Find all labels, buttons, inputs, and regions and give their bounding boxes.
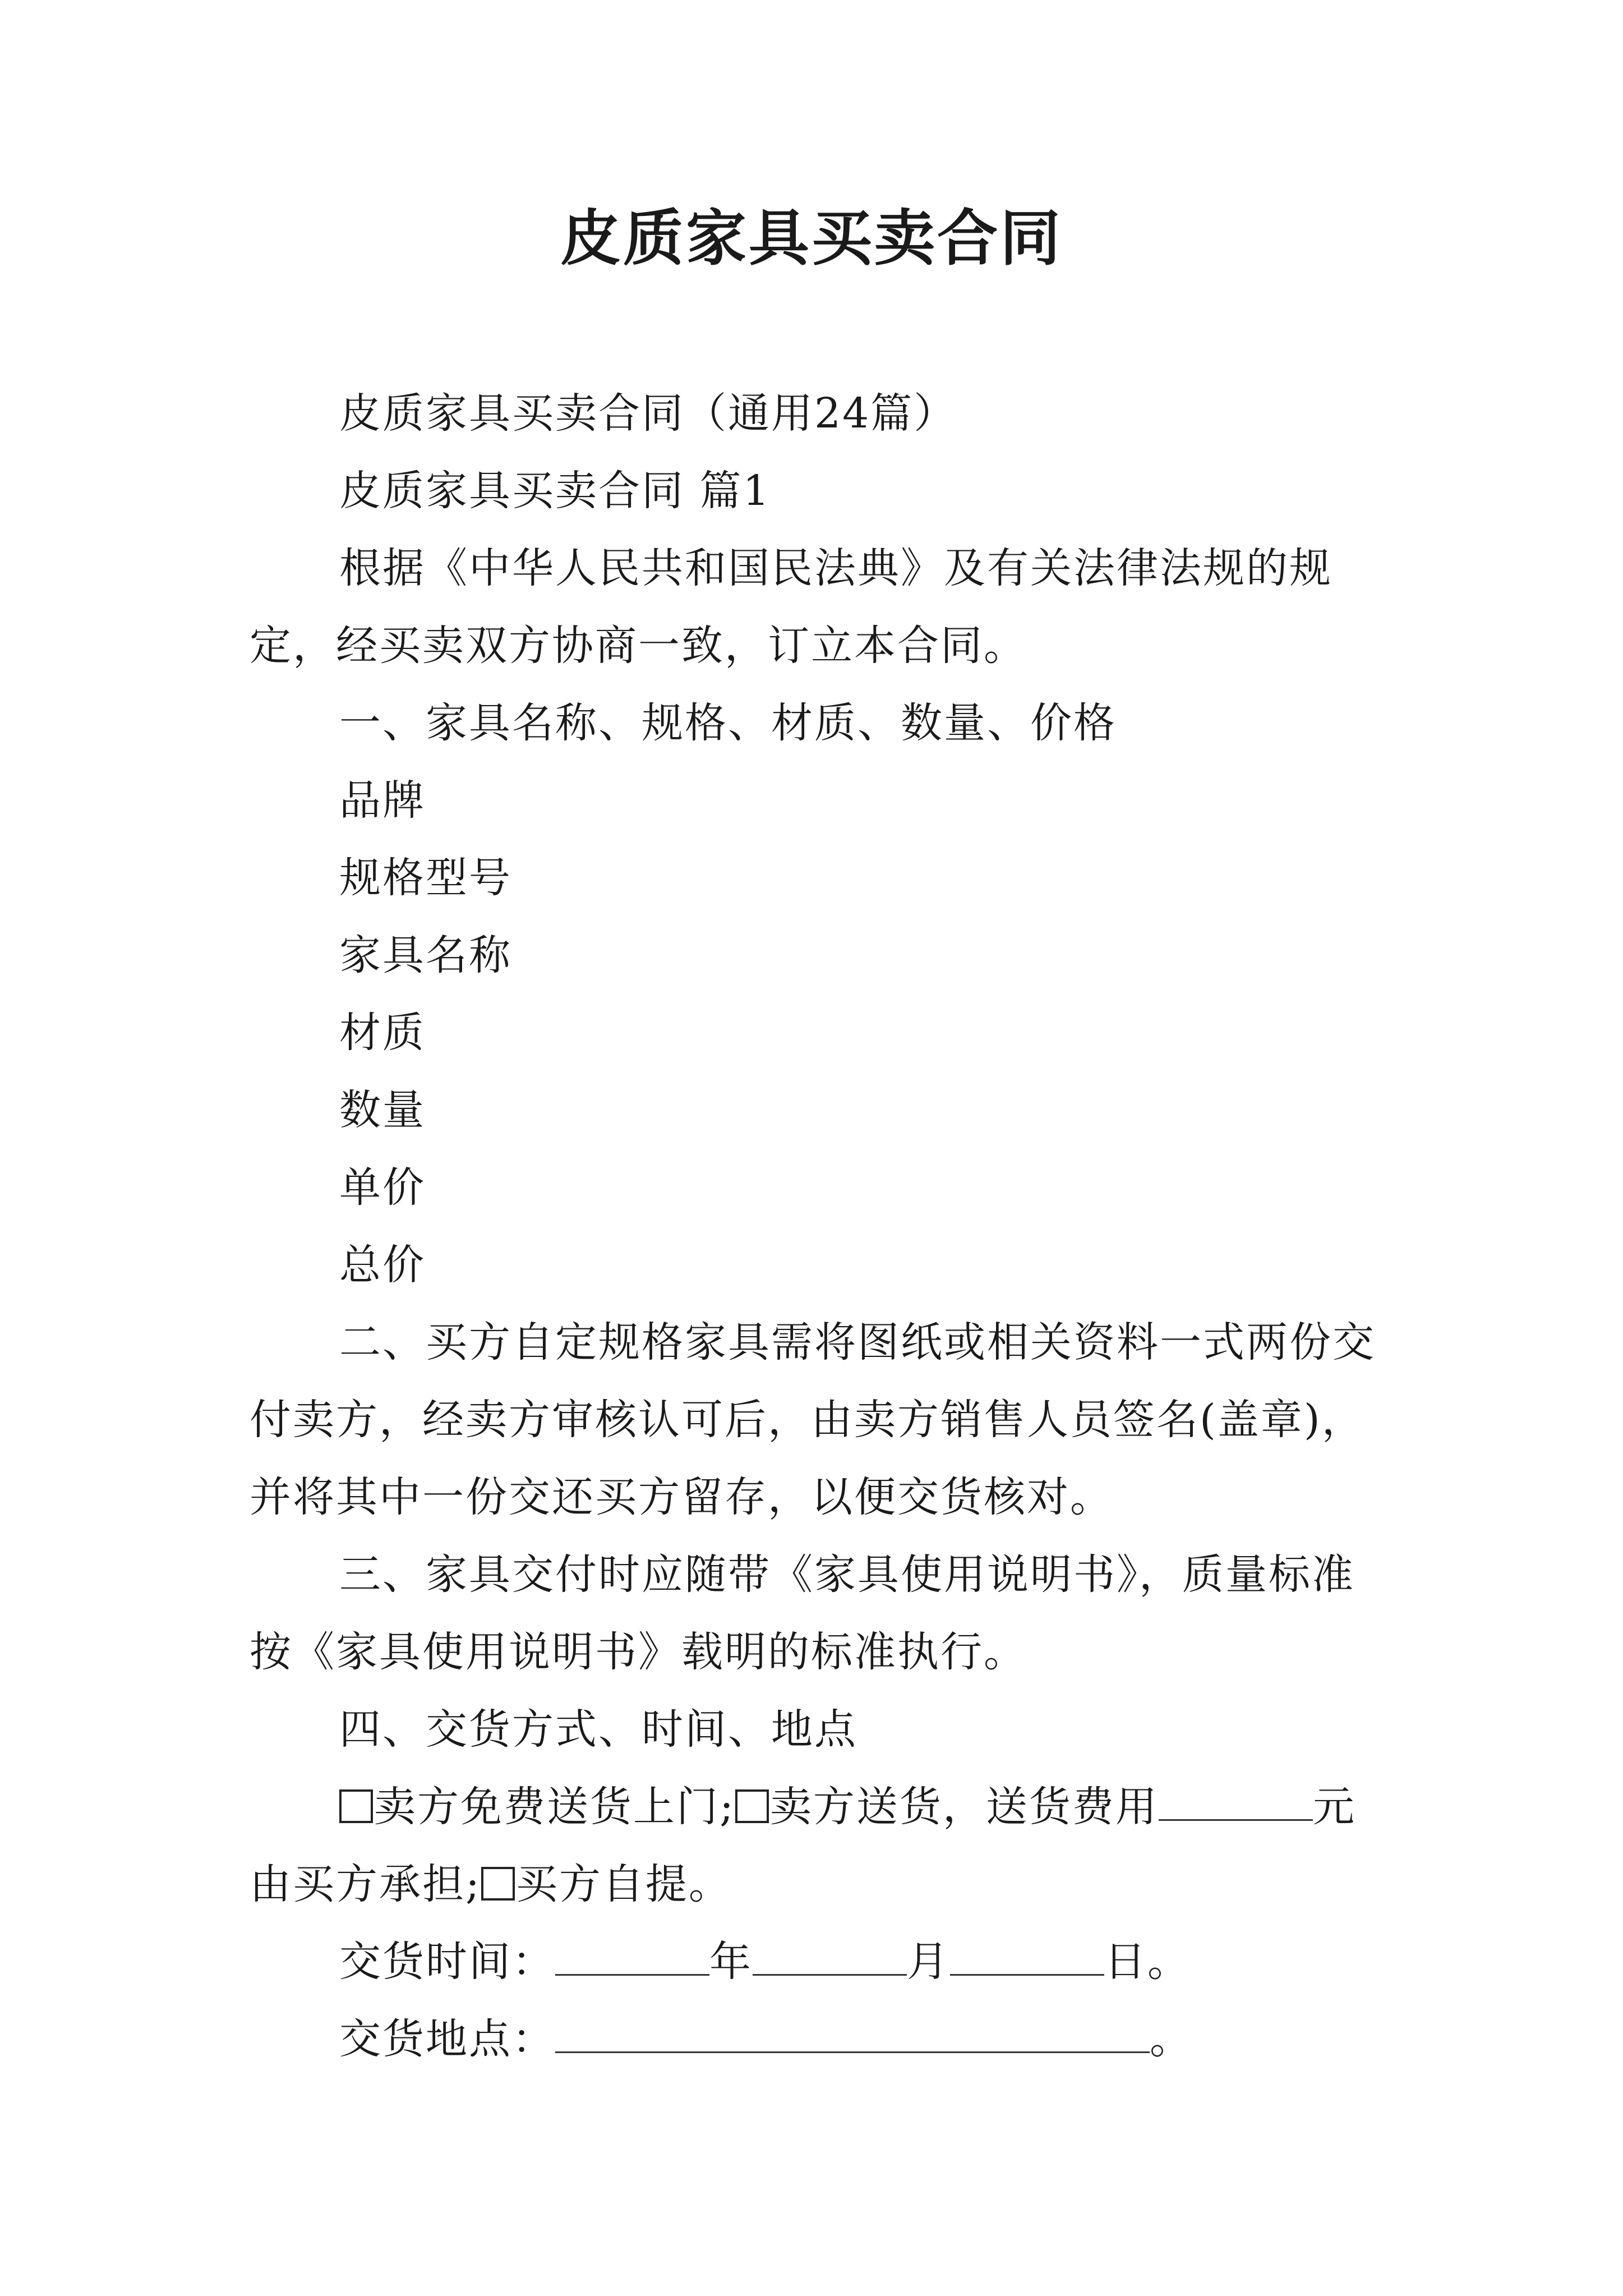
year-label: 年 <box>709 1938 753 1986</box>
checkbox-self-pickup[interactable] <box>481 1867 515 1901</box>
clause2-paragraph: 二、买方自定规格家具需将图纸或相关资料一式两份交付卖方，经卖方审核认可后，由卖方销售人员签名(盖章)，并将其中一份交还买方留存，以便交货核对。 <box>250 1318 1376 1521</box>
section-heading: 皮质家具买卖合同 篇1 <box>339 467 771 515</box>
month-label: 月 <box>907 1938 950 1986</box>
clause1-item-model: 规格型号 <box>339 854 512 902</box>
clause1-item-material: 材质 <box>339 1009 426 1057</box>
intro-paragraph: 根据《中华人民共和国民法典》及有关法律法规的规定，经买卖双方协商一致，订立本合同。 <box>250 544 1332 670</box>
option-free-delivery: 卖方免费送货上门; <box>374 1783 735 1831</box>
delivery-place <box>250 2000 1396 2078</box>
clause1-item-total-price: 总价 <box>339 1241 426 1289</box>
clause1-heading: 一、家具名称、规格、材质、数量、价格 <box>339 699 1117 747</box>
delivery-fee-blank[interactable] <box>1159 1780 1313 1821</box>
document-subtitle: 皮质家具买卖合同（通用24篇） <box>339 389 957 438</box>
clause1-item-name: 家具名称 <box>339 931 512 979</box>
document-title: 皮质家具买卖合同 <box>560 203 1063 274</box>
clause1-item-unit-price: 单价 <box>339 1163 426 1212</box>
delivery-place-end: 。 <box>1150 2015 1193 2063</box>
delivery-time <box>250 1923 1396 2000</box>
document-body <box>250 375 1396 2078</box>
clause1-item-quantity: 数量 <box>339 1086 426 1134</box>
delivery-place-blank[interactable] <box>555 2012 1150 2053</box>
clause3-paragraph: 三、家具交付时应随带《家具使用说明书》，质量标准按《家具使用说明书》载明的标准执行。 <box>250 1550 1355 1676</box>
clause1-item-brand: 品牌 <box>339 776 426 825</box>
clause4-heading: 四、交货方式、时间、地点 <box>339 1705 857 1754</box>
delivery-time-label: 交货时间： <box>339 1938 555 1986</box>
delivery-place-label: 交货地点： <box>339 2015 555 2063</box>
option-paid-delivery: 卖方送货，送货费用 <box>769 1783 1159 1831</box>
checkbox-paid-delivery[interactable] <box>735 1789 769 1823</box>
day-label: 日。 <box>1104 1938 1191 1986</box>
delivery-day-blank[interactable] <box>950 1935 1104 1976</box>
delivery-options <box>250 1768 1396 1923</box>
option-self-pickup: 买方自提。 <box>515 1860 732 1908</box>
delivery-month-blank[interactable] <box>753 1935 907 1976</box>
delivery-year-blank[interactable] <box>555 1935 709 1976</box>
checkbox-free-delivery[interactable] <box>339 1789 373 1823</box>
option-paid-delivery-suffix: 元由买方承担; <box>250 1783 1356 1908</box>
